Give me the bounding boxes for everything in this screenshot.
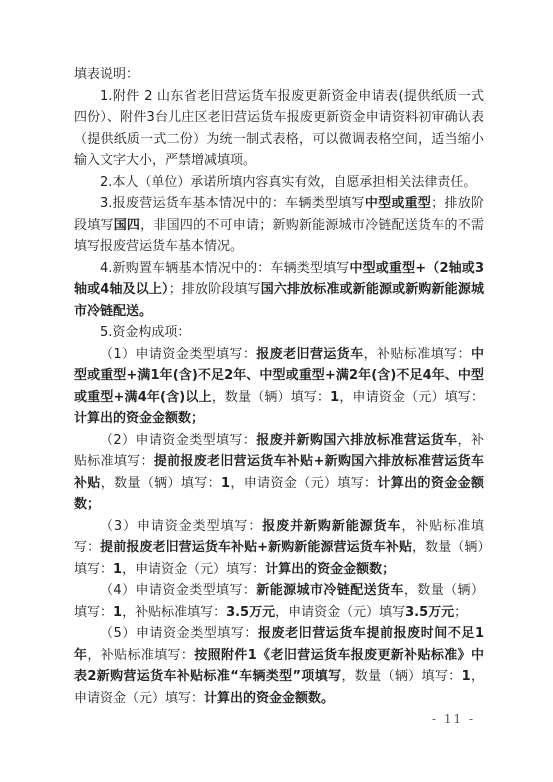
bold-text: 报废并新购国六排放标准营运货车 [256, 432, 458, 448]
bold-text: 国六排放标准或新能源或新购新能源城市冷链配送。 [74, 282, 484, 319]
text: ，数量（辆）填写： [341, 669, 462, 684]
text: ，申请资金（元）填写： [74, 669, 484, 706]
instructions-heading: 填表说明： [74, 67, 140, 82]
bold-text: 提前报废老旧营运货车补贴+新购国六排放标准营运货车补贴 [74, 454, 484, 491]
bold-text: 1 [113, 604, 123, 620]
text: （1）申请资金类型填写： [100, 346, 257, 362]
instruction-item [74, 258, 484, 323]
bold-text: 1 [113, 561, 123, 577]
bold-text: 提前报废老旧营运货车补贴+新购新能源营运货车补贴 [100, 540, 413, 555]
text: 3.报废营运货车基本情况中的：车辆类型填写 [100, 196, 365, 211]
bold-text: 国四 [113, 217, 141, 233]
text: ，数量（辆）填写： [211, 389, 331, 405]
text: ，补贴标准填写： [74, 518, 484, 555]
bold-text: 报废老旧营运货车提前报废时间不足1年 [74, 626, 485, 663]
bold-text: 1 [461, 669, 471, 684]
instruction-item [74, 430, 484, 516]
instructions [74, 64, 484, 709]
page-number: - 11 - [432, 712, 476, 726]
bold-text: 计算出的资金金额数； [265, 561, 396, 577]
text: （2）申请资金类型填写： [100, 432, 257, 448]
instruction-item [74, 322, 484, 344]
text: （4）申请资金类型填写： [100, 583, 257, 598]
text: ；排放阶段填写 [168, 282, 261, 297]
text: ；排放阶段填写 [74, 196, 484, 233]
text: ； [454, 604, 468, 620]
text: （5）申请资金类型填写： [100, 626, 258, 641]
bold-text: 报废老旧营运货车 [256, 346, 364, 362]
text: ，补贴标准填写： [122, 604, 227, 620]
text: ，数量（辆）填写： [100, 475, 222, 491]
text: ，非国四的不可申请；新购新能源城市冷链配送货车的不需填写报废营运货车基本情况。 [74, 217, 484, 254]
bold-text: 中型或重型+（2轴或3轴或4轴及以上） [74, 260, 485, 297]
bold-text: 3.5万元 [226, 604, 276, 620]
bold-text: 按照附件1《老旧营运货车报废更新补贴标准》中表2新购营运货车补贴标准“车辆类型”项填写 [74, 647, 484, 684]
instruction-item [74, 623, 484, 709]
instruction-item [74, 516, 484, 581]
text: ，数量（辆）填写： [74, 540, 484, 577]
text: ，申请资金（元）填写： [230, 475, 378, 491]
text: 4.新购置车辆基本情况中的：车辆类型填写 [100, 260, 350, 276]
text: ，申请资金（元）填写 [275, 604, 406, 620]
text: ，补贴标准填写： [74, 432, 484, 469]
text: 2.本人（单位）承诺所填内容真实有效，自愿承担相关法律责任。 [100, 174, 477, 190]
bold-text: 报废并新购新能源货车 [262, 518, 402, 534]
bold-text: 1 [221, 475, 231, 491]
text: ，数量（辆）填写： [74, 583, 484, 620]
bold-text: 计算出的资金金额数； [74, 475, 484, 512]
bold-text: 中型或重型 [364, 196, 432, 211]
bold-text: 3.5万元 [405, 604, 455, 620]
bold-text: 中型或重型+满1年(含)不足2年、中型或重型+满2年(含)不足4年、中型或重型+满4年(含)以上 [74, 346, 484, 405]
instruction-item [74, 86, 484, 172]
bold-text: 新能源城市冷链配送货车 [256, 583, 404, 598]
text: ，补贴标准填写： [363, 346, 471, 362]
text: ，申请资金（元）填写： [339, 389, 484, 405]
bold-text: 计算出的资金金额数。 [204, 690, 335, 706]
instruction-item [74, 193, 484, 258]
text: ，申请资金（元）填写： [122, 561, 266, 577]
text: 1.附件 2 山东省老旧营运货车报废更新资金申请表(提供纸质一式四份）、附件3台儿庄区老旧营运货车报废更新资金申请资料初审确认表（提供纸质一式二份）为统一制式表格，可以微调表格空间，适当缩小输入文字大小，严禁增减填项。 [74, 88, 484, 168]
text: （3）申请资金类型填写： [100, 518, 263, 534]
instruction-item [74, 580, 484, 623]
instruction-item [74, 344, 484, 430]
text: ，补贴标准填写： [87, 647, 195, 663]
bold-text: 1 [330, 389, 340, 405]
text: 5.资金构成项： [100, 325, 191, 340]
instruction-items [74, 86, 484, 710]
bold-text: 计算出的资金金额数； [74, 411, 205, 426]
instruction-item [74, 172, 484, 194]
